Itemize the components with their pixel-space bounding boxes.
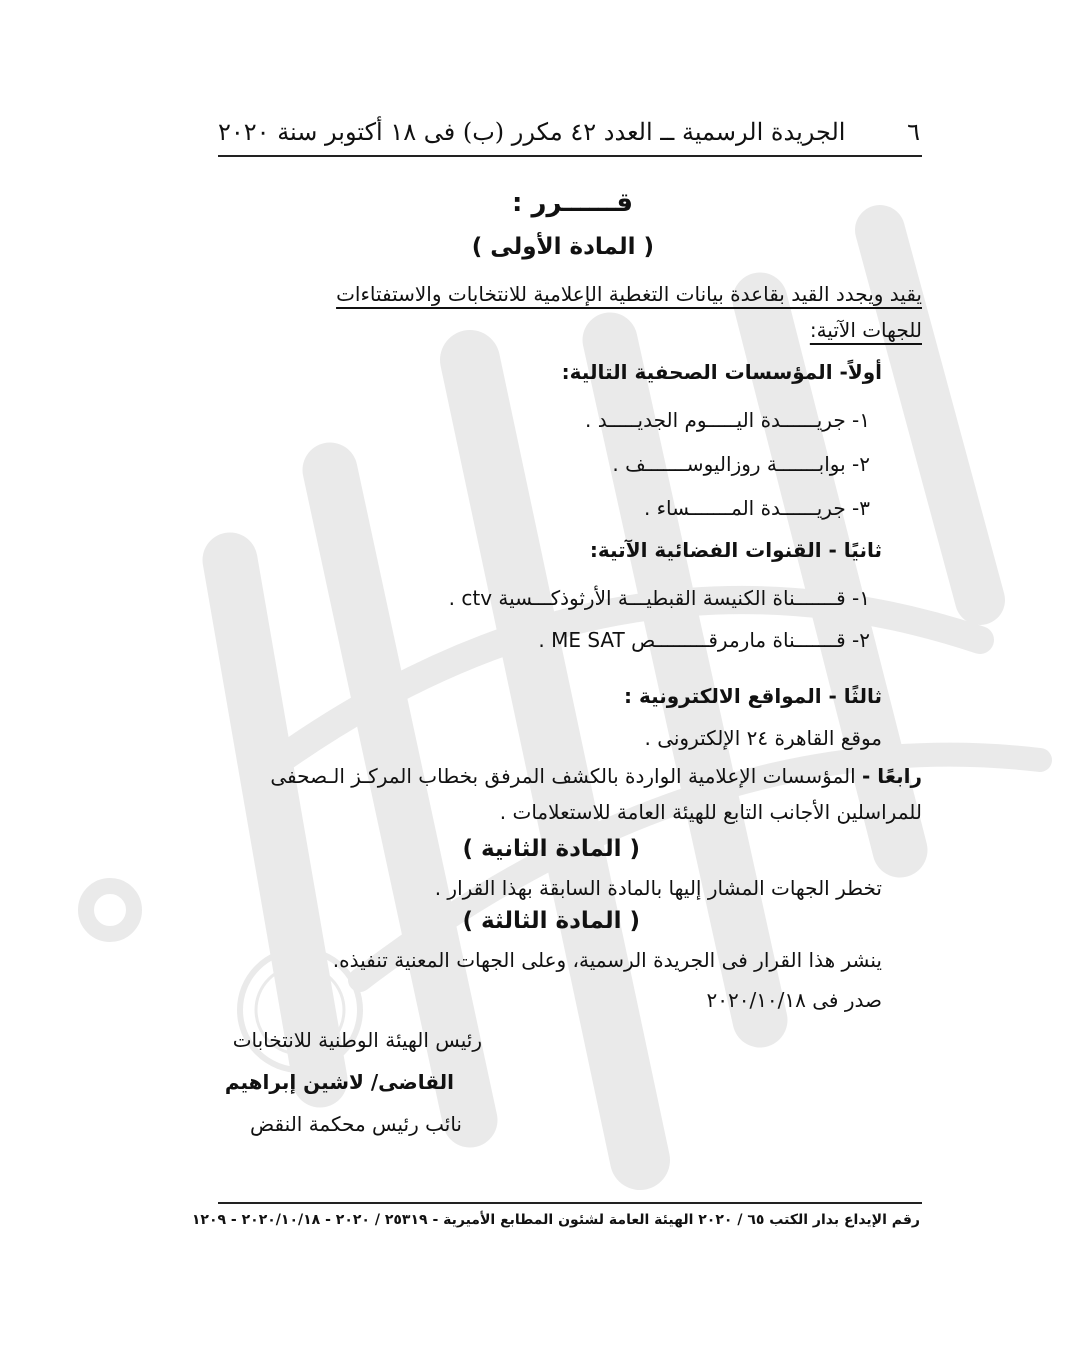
issue-date: صدر فى ٢٠٢٠/١٠/١٨ [706, 988, 882, 1012]
page-header [218, 112, 920, 152]
website-item: موقع القاهرة ٢٤ الإلكترونى . [644, 726, 882, 750]
press-item: ٢- بوابـــــــة روزاليوســـــــف . [612, 452, 870, 476]
article-1-intro-2: للجهات الآتية: [809, 318, 922, 342]
press-institutions-heading: أولاً- المؤسسات الصحفية التالية: [561, 360, 882, 384]
fourth-text-1: المؤسسات الإعلامية الواردة بالكشف المرفق بخطاب المركـز الـصحفى [270, 764, 856, 788]
page-footer: رقم الإيداع بدار الكتب ٦٥ / ٢٠٢٠ الهيئة العامة لشئون المطابع الأميرية - ٢٥٣١٩ / ٢٠٢٠ - ٢٠٢٠/١٠/١٨ - ١٢٠٩ [191, 1212, 920, 1228]
article-3-heading: ( المادة الثالثة ) [462, 908, 640, 934]
footer-divider [218, 1202, 922, 1204]
press-item: ١- جريــــــدة اليـــــوم الجديـــــد . [585, 408, 870, 432]
websites-heading: ثالثًا - المواقع الالكترونية : [623, 684, 882, 708]
press-item: ٣- جريــــــدة المـــــــساء . [643, 496, 870, 520]
signatory-name: القاضى/ لاشين إبراهيم [224, 1070, 454, 1094]
decision-title: قــــــرر : [512, 188, 633, 218]
gazette-title: الجريدة الرسمية ــ العدد ٤٢ مكرر (ب) فى ١٨ أكتوبر سنة ٢٠٢٠ [218, 118, 846, 146]
article-3-text: ينشر هذا القرار فى الجريدة الرسمية، وعلى الجهات المعنية تنفيذه. [332, 948, 882, 972]
fourth-clause [270, 764, 922, 788]
fourth-text-2: للمراسلين الأجانب التابع للهيئة العامة للاستعلامات . [499, 800, 922, 824]
signatory-position: نائب رئيس محكمة النقض [250, 1112, 462, 1136]
article-1-intro-1: يقيد ويجدد القيد بقاعدة بيانات التغطية الإعلامية للانتخابات والاستفتاءات [336, 282, 922, 306]
channel-item: ١- قـــــــناة الكنيسة القبطيـــة الأرثوذكـــسية ctv . [448, 586, 870, 610]
page-number: ٦ [907, 118, 920, 146]
article-2-text: تخطر الجهات المشار إليها بالمادة السابقة بهذا القرار . [434, 876, 882, 900]
channels-heading: ثانيًا - القنوات الفضائية الآتية: [589, 538, 882, 562]
article-1-heading: ( المادة الأولى ) [471, 234, 654, 260]
channel-item: ٢- قـــــــناة مارمرقـــــــــص ME SAT . [538, 628, 870, 652]
article-2-heading: ( المادة الثانية ) [462, 836, 640, 862]
signatory-role: رئيس الهيئة الوطنية للانتخابات [232, 1028, 482, 1052]
header-divider [218, 155, 922, 157]
fourth-label: رابعًا - [862, 764, 922, 788]
